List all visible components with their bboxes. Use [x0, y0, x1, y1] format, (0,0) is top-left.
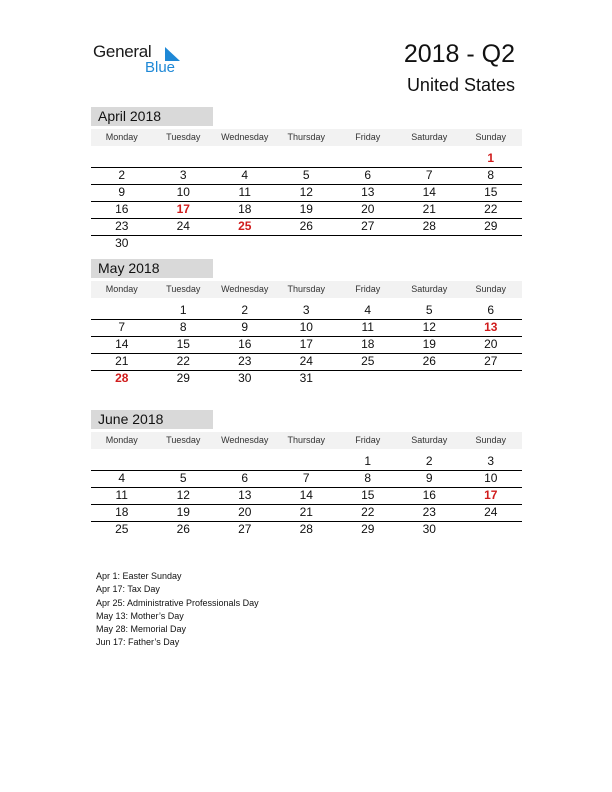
weekday-header: Thursday [287, 435, 326, 445]
day-cell: 2 [425, 454, 433, 468]
holiday-note: May 28: Memorial Day [96, 624, 187, 635]
week-row [91, 453, 522, 471]
day-cell: 4 [241, 168, 249, 182]
week-row [91, 167, 522, 185]
day-cell: 16 [422, 488, 436, 502]
day-cell: 28 [299, 522, 313, 536]
day-cell: 5 [302, 168, 310, 182]
holiday-day-cell: 17 [176, 202, 190, 216]
day-cell: 21 [299, 505, 313, 519]
weekday-header-row [91, 432, 522, 449]
day-cell: 8 [364, 471, 372, 485]
day-cell: 1 [179, 303, 187, 317]
holiday-notes [96, 570, 259, 650]
weekday-header: Monday [105, 284, 138, 294]
weekday-header: Friday [355, 132, 381, 142]
logo-word-blue: Blue [145, 59, 176, 76]
month-label: April 2018 [91, 107, 213, 126]
day-cell: 23 [422, 505, 436, 519]
day-cell: 9 [118, 185, 126, 199]
day-cell: 17 [299, 337, 313, 351]
day-cell: 24 [299, 354, 313, 368]
day-cell: 30 [238, 371, 252, 385]
day-cell: 20 [484, 337, 498, 351]
generalblue-logo [93, 40, 193, 80]
day-cell: 15 [484, 185, 498, 199]
day-cell: 11 [238, 185, 251, 199]
week-row [91, 150, 522, 168]
day-cell: 10 [176, 185, 190, 199]
day-cell: 2 [118, 168, 126, 182]
holiday-day-cell: 25 [238, 219, 252, 233]
day-cell: 2 [241, 303, 249, 317]
day-cell: 1 [364, 454, 372, 468]
month-label: May 2018 [91, 259, 213, 278]
day-cell: 28 [422, 219, 436, 233]
day-cell: 20 [361, 202, 375, 216]
weekday-header: Sunday [475, 435, 507, 445]
weekday-header: Saturday [411, 435, 448, 445]
weekday-header: Wednesday [221, 284, 269, 294]
day-cell: 8 [179, 320, 187, 334]
weekday-header: Friday [355, 435, 381, 445]
day-cell: 11 [361, 320, 374, 334]
weekday-header: Sunday [475, 132, 507, 142]
day-cell: 3 [487, 454, 495, 468]
holiday-day-cell: 13 [484, 320, 498, 334]
week-row [91, 319, 522, 337]
week-row [91, 353, 522, 371]
week-row [91, 336, 522, 354]
day-cell: 22 [484, 202, 498, 216]
day-cell: 7 [425, 168, 433, 182]
day-cell: 21 [422, 202, 436, 216]
week-row [91, 521, 522, 538]
day-cell: 23 [238, 354, 252, 368]
holiday-note: Apr 17: Tax Day [96, 584, 160, 595]
day-cell: 18 [361, 337, 375, 351]
day-cell: 24 [176, 219, 190, 233]
day-cell: 31 [299, 371, 313, 385]
weekday-header: Wednesday [221, 435, 269, 445]
day-cell: 5 [179, 471, 187, 485]
month-label: June 2018 [91, 410, 213, 429]
weekday-header-row [91, 129, 522, 146]
day-cell: 30 [422, 522, 436, 536]
holiday-day-cell: 1 [487, 151, 495, 165]
day-cell: 8 [487, 168, 495, 182]
day-cell: 3 [302, 303, 310, 317]
day-cell: 19 [176, 505, 190, 519]
day-cell: 4 [118, 471, 126, 485]
day-cell: 14 [115, 337, 129, 351]
holiday-note: Apr 1: Easter Sunday [96, 571, 182, 581]
day-cell: 6 [241, 471, 249, 485]
week-row [91, 470, 522, 488]
day-cell: 29 [176, 371, 190, 385]
day-cell: 27 [484, 354, 498, 368]
week-row [91, 302, 522, 320]
weekday-header: Wednesday [221, 132, 269, 142]
holiday-note: May 13: Mother’s Day [96, 610, 184, 621]
day-cell: 16 [238, 337, 252, 351]
day-cell: 30 [115, 236, 129, 250]
day-cell: 12 [422, 320, 436, 334]
day-cell: 29 [484, 219, 498, 233]
day-cell: 25 [361, 354, 375, 368]
day-cell: 19 [299, 202, 313, 216]
day-cell: 24 [484, 505, 498, 519]
week-row [91, 184, 522, 202]
day-cell: 9 [241, 320, 249, 334]
day-cell: 6 [364, 168, 372, 182]
day-cell: 14 [299, 488, 313, 502]
country-name: United States [406, 75, 515, 95]
day-cell: 23 [115, 219, 129, 233]
day-cell: 11 [115, 488, 128, 502]
day-cell: 20 [238, 505, 252, 519]
weekday-header: Sunday [475, 284, 507, 294]
day-cell: 15 [176, 337, 190, 351]
day-cell: 26 [176, 522, 190, 536]
day-cell: 13 [361, 185, 375, 199]
day-cell: 10 [299, 320, 313, 334]
page-title: 2018 - Q2 [403, 40, 515, 68]
day-cell: 12 [299, 185, 313, 199]
day-cell: 22 [361, 505, 375, 519]
logo-word-general: General [93, 42, 152, 61]
day-cell: 19 [422, 337, 436, 351]
day-cell: 14 [422, 185, 436, 199]
weekday-header: Saturday [411, 284, 448, 294]
week-row [91, 201, 522, 219]
week-row [91, 218, 522, 236]
holiday-day-cell: 28 [115, 371, 129, 385]
day-cell: 5 [425, 303, 433, 317]
day-cell: 13 [238, 488, 252, 502]
weekday-header: Tuesday [166, 284, 201, 294]
weekday-header: Monday [105, 132, 138, 142]
day-cell: 27 [361, 219, 375, 233]
day-cell: 9 [425, 471, 433, 485]
day-cell: 15 [361, 488, 375, 502]
weekday-header: Tuesday [166, 435, 201, 445]
weekday-header-row [91, 281, 522, 298]
day-cell: 16 [115, 202, 129, 216]
day-cell: 29 [361, 522, 375, 536]
weekday-header: Saturday [411, 132, 448, 142]
week-row [91, 235, 522, 252]
day-cell: 6 [487, 303, 495, 317]
weekday-header: Thursday [287, 284, 326, 294]
holiday-day-cell: 17 [484, 488, 498, 502]
day-cell: 27 [238, 522, 252, 536]
day-cell: 22 [176, 354, 190, 368]
week-row [91, 504, 522, 522]
day-cell: 26 [422, 354, 436, 368]
day-cell: 25 [115, 522, 129, 536]
holiday-note: Apr 25: Administrative Professionals Day [96, 597, 259, 608]
weekday-header: Friday [355, 284, 381, 294]
day-cell: 10 [484, 471, 498, 485]
day-cell: 3 [179, 168, 187, 182]
day-cell: 7 [118, 320, 126, 334]
day-cell: 12 [176, 488, 190, 502]
weekday-header: Thursday [287, 132, 326, 142]
week-row [91, 487, 522, 505]
day-cell: 4 [364, 303, 372, 317]
holiday-note: Jun 17: Father’s Day [96, 637, 180, 648]
week-row [91, 370, 522, 387]
weekday-header: Tuesday [166, 132, 201, 142]
day-cell: 18 [115, 505, 129, 519]
day-cell: 26 [299, 219, 313, 233]
day-cell: 7 [302, 471, 310, 485]
day-cell: 18 [238, 202, 252, 216]
day-cell: 21 [115, 354, 129, 368]
weekday-header: Monday [105, 435, 138, 445]
